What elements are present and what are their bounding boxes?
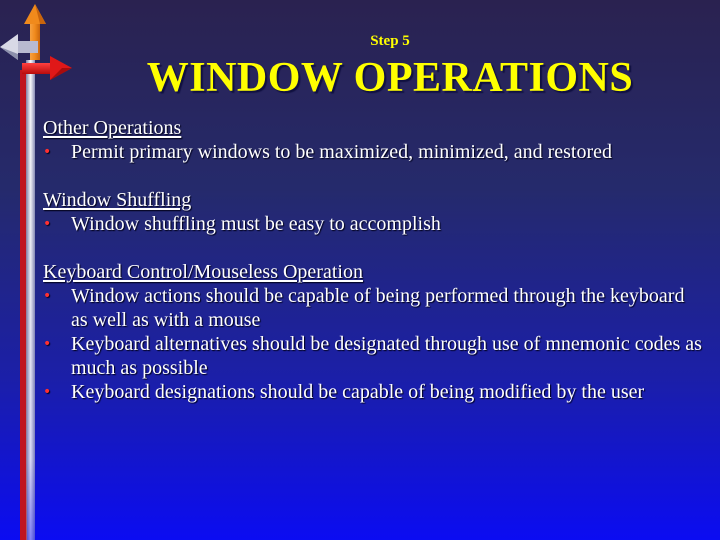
red-bullet-icon: • [43,336,52,352]
red-rail [20,70,27,540]
section-heading: Keyboard Control/Mouseless Operation [43,261,363,283]
white-rail [26,60,35,540]
list-item [43,380,703,404]
list-item [43,284,703,332]
section-keyboard-control [43,260,703,404]
bullet-list [43,284,703,404]
bullet-text: Keyboard designations should be capable of being modified by the user [71,381,645,403]
red-bullet-icon: • [43,288,52,304]
list-item [43,212,703,236]
red-bullet-icon: • [43,144,52,160]
section-heading: Window Shuffling [43,189,192,211]
red-bullet-icon: • [43,216,52,232]
red-bullet-icon: • [43,384,52,400]
bullet-text: Window shuffling must be easy to accomplish [71,213,441,235]
section-other-operations [43,116,703,164]
slide-body [43,116,703,404]
slide-title: WINDOW OPERATIONS [146,55,634,101]
section-heading: Other Operations [43,117,182,139]
bullet-list [43,140,703,164]
bullet-list [43,212,703,236]
bullet-text: Permit primary windows to be maximized, minimized, and restored [71,141,612,163]
bullet-text: Keyboard alternatives should be designated through use of mnemonic codes as much as possible [71,333,702,379]
list-item [43,332,703,380]
step-label: Step 5 [370,33,410,49]
list-item [43,140,703,164]
bullet-text: Window actions should be capable of being performed through the keyboard as well as with a mouse [71,285,685,331]
section-window-shuffling [43,188,703,236]
